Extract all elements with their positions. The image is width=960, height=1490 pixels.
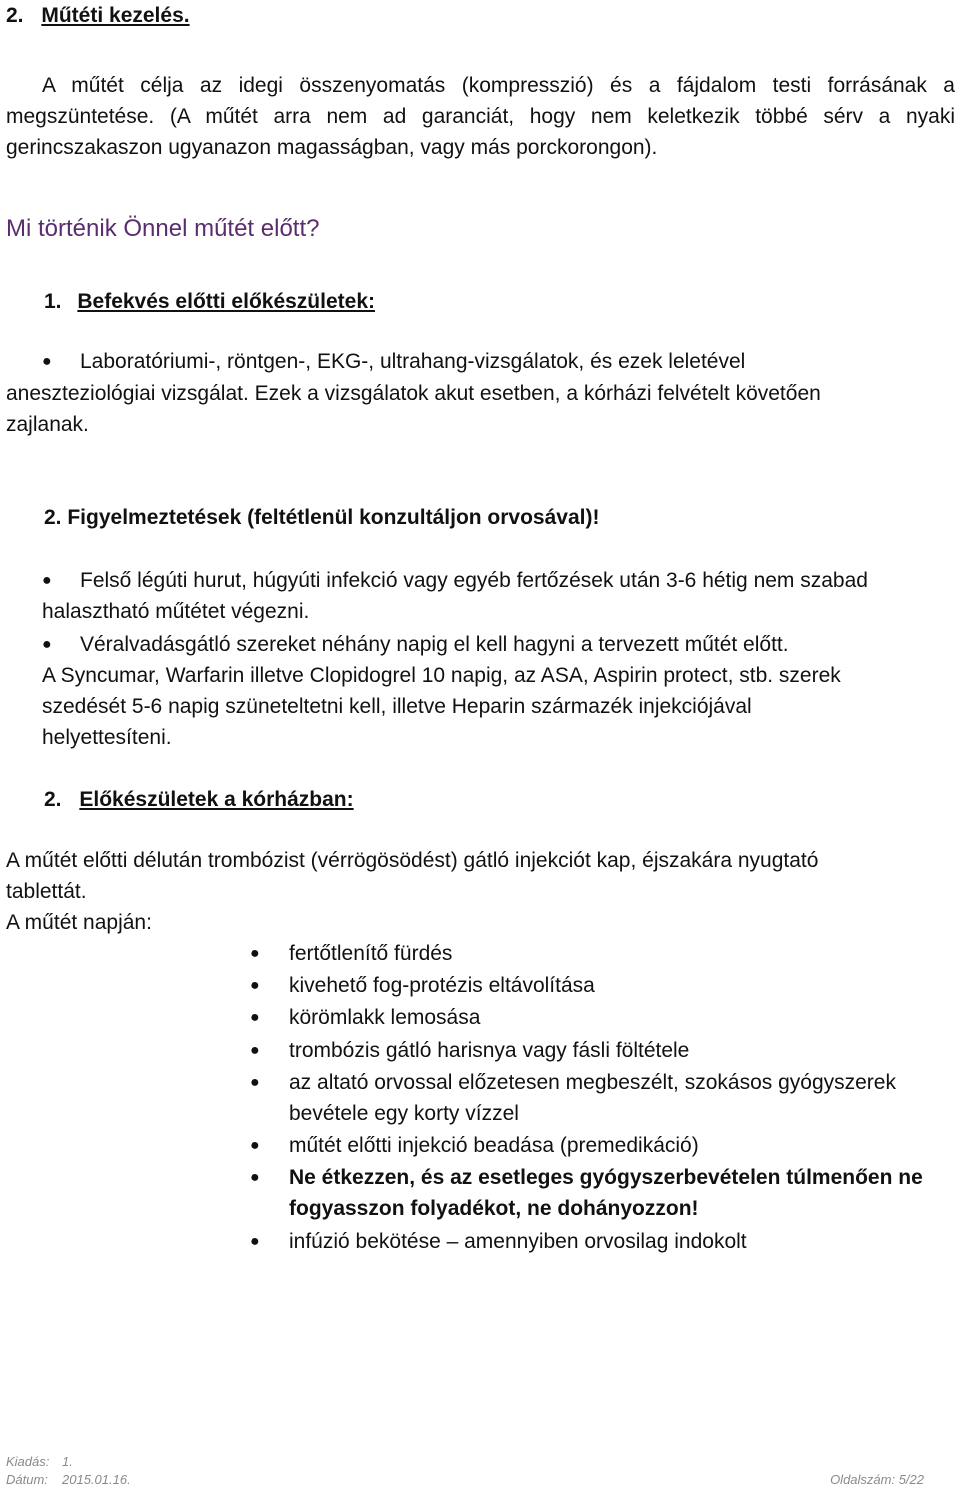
list-item-text: műtét előtti injekció beadása (premedikáció) — [289, 1134, 699, 1157]
anticoag-line3: helyettesíteni. — [42, 726, 172, 749]
list-item-text: infúzió bekötése – amennyiben orvosilag indokolt — [289, 1230, 747, 1253]
list-item-text: trombózis gátló harisnya vagy fásli föltétele — [289, 1039, 690, 1062]
intro-line-1: A műtét célja az idegi összenyomatás (kompresszió) és a fájdalom testi forrásának a — [42, 74, 955, 97]
step1-title: Befekvés előtti előkészületek: — [77, 290, 375, 313]
bullet-icon: ● — [42, 353, 52, 370]
list-item-text: Ne étkezzen, és az esetleges gyógyszerbevételen túlmenően ne — [289, 1166, 923, 1189]
bullet-icon: ● — [250, 1042, 260, 1059]
step1-line3: zajlanak. — [6, 413, 89, 436]
step1-bullet-line1: Laboratóriumi-, röntgen-, EKG-, ultrahang-vizsgálatok, és ezek leletével — [80, 350, 746, 373]
step3-title: Előkészületek a kórházban: — [79, 788, 354, 811]
warning1-line1: Felső légúti hurut, húgyúti infekció vagy egyéb fertőzések után 3-6 hétig nem szabad — [80, 569, 868, 592]
step1-line2: aneszteziológiai vizsgálat. Ezek a vizsgálatok akut esetben, a kórházi felvételt követően — [6, 382, 821, 405]
step2-heading: 2. Figyelmeztetések (feltétlenül konzultáljon orvosával)! — [44, 506, 600, 529]
step3-number: 2. — [44, 788, 62, 811]
footer-edition — [6, 1454, 73, 1470]
warning2-line1: Véralvadásgátló szereket néhány napig el kell hagyni a tervezett műtét előtt. — [80, 633, 789, 656]
date-value: 2015.01.16. — [62, 1472, 131, 1487]
anticoag-line2: szedését 5-6 napig szüneteltetni kell, illetve Heparin származék injekciójával — [42, 695, 752, 718]
bullet-icon: ● — [42, 636, 52, 653]
list-item-text: kivehető fog-protézis eltávolítása — [289, 974, 595, 997]
bullet-icon: ● — [250, 977, 260, 994]
section-title: Műtéti kezelés. — [41, 4, 190, 27]
bullet-icon: ● — [250, 1233, 260, 1250]
bullet-icon: ● — [250, 1169, 260, 1186]
list-item-text: körömlakk lemosása — [289, 1006, 481, 1029]
hospital-para-line2: tablettát. — [6, 880, 87, 903]
date-label: Dátum: — [6, 1472, 48, 1487]
intro-line-3: gerincszakaszon ugyanazon magasságban, vagy más porckorongon). — [6, 136, 658, 159]
edition-value: 1. — [62, 1454, 73, 1469]
bullet-icon: ● — [250, 945, 260, 962]
list-item-text: fertőtlenítő fürdés — [289, 942, 453, 965]
edition-label: Kiadás: — [6, 1454, 50, 1469]
intro-line-2: megszüntetése. (A műtét arra nem ad garanciát, hogy nem keletkezik többé sérv a nyaki — [6, 105, 955, 128]
footer-page-number: Oldalszám: 5/22 — [830, 1472, 924, 1487]
list-item-text-cont: fogyasszon folyadékot, ne dohányozzon! — [289, 1197, 699, 1220]
warning1-line2: halasztható műtétet végezni. — [42, 600, 310, 623]
surgery-day-label: A műtét napján: — [6, 911, 152, 934]
list-item-text-cont: bevétele egy korty vízzel — [289, 1102, 519, 1125]
anticoag-line1: A Syncumar, Warfarin illetve Clopidogrel 10 napig, az ASA, Aspirin protect, stb. szerek — [42, 664, 841, 687]
bullet-icon: ● — [42, 572, 52, 589]
bullet-icon: ● — [250, 1137, 260, 1154]
bullet-icon: ● — [250, 1009, 260, 1026]
footer-date — [6, 1472, 131, 1488]
bullet-icon: ● — [250, 1074, 260, 1091]
section-number: 2. — [6, 4, 24, 27]
step1-number: 1. — [44, 290, 62, 313]
pre-op-subheading: Mi történik Önnel műtét előtt? — [6, 215, 320, 242]
hospital-para-line1: A műtét előtti délután trombózist (vérrögösödést) gátló injekciót kap, éjszakára nyugtató — [6, 849, 819, 872]
list-item-text: az altató orvossal előzetesen megbeszélt, szokásos gyógyszerek — [289, 1071, 896, 1094]
